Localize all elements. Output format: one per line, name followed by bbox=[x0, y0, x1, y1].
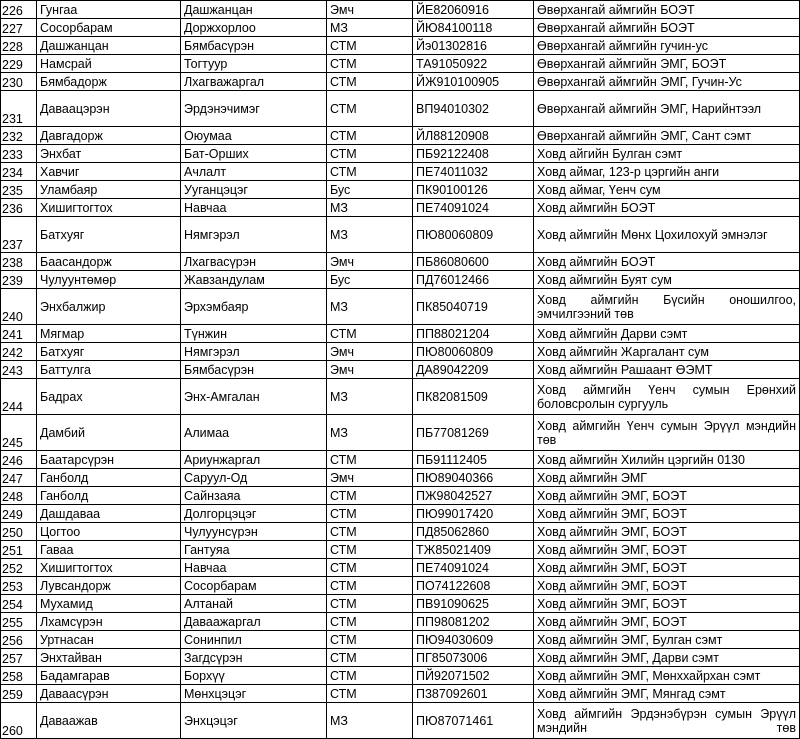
organization-cell: Ховд айгийн Булган сэмт bbox=[534, 145, 800, 163]
position-cell: СТМ bbox=[327, 127, 413, 145]
surname-cell: Бямбадорж bbox=[37, 73, 181, 91]
table-row bbox=[1, 415, 800, 451]
surname-cell: Уртнасан bbox=[37, 631, 181, 649]
row-number: 242 bbox=[1, 343, 37, 361]
given-name-cell: Оюумаа bbox=[181, 127, 327, 145]
row-number: 237 bbox=[1, 217, 37, 253]
given-name-cell: Эрдэнэчимэг bbox=[181, 91, 327, 127]
table-row bbox=[1, 685, 800, 703]
table-row bbox=[1, 703, 800, 739]
surname-cell: Мухамид bbox=[37, 595, 181, 613]
position-cell: МЗ bbox=[327, 19, 413, 37]
row-number: 243 bbox=[1, 361, 37, 379]
row-number: 246 bbox=[1, 451, 37, 469]
position-cell: СТМ bbox=[327, 73, 413, 91]
register-id-cell: ВП94010302 bbox=[413, 91, 534, 127]
table-row bbox=[1, 361, 800, 379]
position-cell: СТМ bbox=[327, 487, 413, 505]
surname-cell: Чулуунтөмөр bbox=[37, 271, 181, 289]
position-cell: СТМ bbox=[327, 37, 413, 55]
register-id-cell: ПЙ92071502 bbox=[413, 667, 534, 685]
row-number: 249 bbox=[1, 505, 37, 523]
given-name-cell: Эрхэмбаяр bbox=[181, 289, 327, 325]
table-row bbox=[1, 91, 800, 127]
row-number: 231 bbox=[1, 91, 37, 127]
table-row bbox=[1, 469, 800, 487]
organization-cell: Ховд аймаг, 123-р цэргийн анги bbox=[534, 163, 800, 181]
row-number: 226 bbox=[1, 1, 37, 19]
table-row bbox=[1, 559, 800, 577]
row-number: 247 bbox=[1, 469, 37, 487]
row-number: 229 bbox=[1, 55, 37, 73]
position-cell: МЗ bbox=[327, 217, 413, 253]
given-name-cell: Гантуяа bbox=[181, 541, 327, 559]
position-cell: Бус bbox=[327, 271, 413, 289]
organization-cell: Ховд аймгийн Дарви сэмт bbox=[534, 325, 800, 343]
surname-cell: Лувсандорж bbox=[37, 577, 181, 595]
position-cell: СТМ bbox=[327, 91, 413, 127]
table-row bbox=[1, 667, 800, 685]
given-name-cell: Нямгэрэл bbox=[181, 217, 327, 253]
position-cell: МЗ bbox=[327, 289, 413, 325]
register-id-cell: ЙЕ82060916 bbox=[413, 1, 534, 19]
given-name-cell: Чулуунсүрэн bbox=[181, 523, 327, 541]
row-number: 233 bbox=[1, 145, 37, 163]
surname-cell: Энхтайван bbox=[37, 649, 181, 667]
given-name-cell: Түнжин bbox=[181, 325, 327, 343]
table-row bbox=[1, 343, 800, 361]
organization-cell: Ховд аймгийн Жаргалант сум bbox=[534, 343, 800, 361]
surname-cell: Батхуяг bbox=[37, 343, 181, 361]
table-row bbox=[1, 631, 800, 649]
register-id-cell: ЙЛ88120908 bbox=[413, 127, 534, 145]
register-id-cell: ПЖ98042527 bbox=[413, 487, 534, 505]
organization-cell: Ховд аймгийн БОЭТ bbox=[534, 199, 800, 217]
given-name-cell: Даваажаргал bbox=[181, 613, 327, 631]
row-number: 258 bbox=[1, 667, 37, 685]
row-number: 255 bbox=[1, 613, 37, 631]
register-id-cell: ПБ77081269 bbox=[413, 415, 534, 451]
position-cell: СТМ bbox=[327, 523, 413, 541]
table-row bbox=[1, 217, 800, 253]
row-number: 248 bbox=[1, 487, 37, 505]
table-row bbox=[1, 145, 800, 163]
given-name-cell: Навчаа bbox=[181, 199, 327, 217]
given-name-cell: Ууганцэцэг bbox=[181, 181, 327, 199]
register-id-cell: ЙЮ84100118 bbox=[413, 19, 534, 37]
surname-cell: Лхамсүрэн bbox=[37, 613, 181, 631]
row-number: 253 bbox=[1, 577, 37, 595]
given-name-cell: Сайнзаяа bbox=[181, 487, 327, 505]
surname-cell: Цогтоо bbox=[37, 523, 181, 541]
table-row bbox=[1, 271, 800, 289]
table-row bbox=[1, 505, 800, 523]
table-row bbox=[1, 181, 800, 199]
row-number: 251 bbox=[1, 541, 37, 559]
table-row bbox=[1, 541, 800, 559]
surname-cell: Ганболд bbox=[37, 469, 181, 487]
row-number: 259 bbox=[1, 685, 37, 703]
register-id-cell: ЙЖ910100905 bbox=[413, 73, 534, 91]
organization-cell: Ховд аймгийн Үенч сумын Ерөнхий боловсролын сургууль bbox=[534, 379, 800, 415]
organization-cell: Ховд аймаг, Үенч сум bbox=[534, 181, 800, 199]
position-cell: Бус bbox=[327, 181, 413, 199]
row-number: 250 bbox=[1, 523, 37, 541]
table-row bbox=[1, 289, 800, 325]
surname-cell: Даваажав bbox=[37, 703, 181, 739]
position-cell: Эмч bbox=[327, 253, 413, 271]
row-number: 239 bbox=[1, 271, 37, 289]
given-name-cell: Алимаа bbox=[181, 415, 327, 451]
organization-cell: Өвөрхангай аймгийн БОЭТ bbox=[534, 19, 800, 37]
organization-cell: Өвөрхангай аймгийн БОЭТ bbox=[534, 1, 800, 19]
row-number: 230 bbox=[1, 73, 37, 91]
row-number: 235 bbox=[1, 181, 37, 199]
position-cell: СТМ bbox=[327, 559, 413, 577]
position-cell: МЗ bbox=[327, 199, 413, 217]
surname-cell: Давгадорж bbox=[37, 127, 181, 145]
table-row bbox=[1, 379, 800, 415]
organization-cell: Ховд аймгийн Мөнх Цохилохуй эмнэлэг bbox=[534, 217, 800, 253]
given-name-cell: Тогтуур bbox=[181, 55, 327, 73]
register-id-cell: ПК85040719 bbox=[413, 289, 534, 325]
position-cell: СТМ bbox=[327, 145, 413, 163]
given-name-cell: Саруул-Од bbox=[181, 469, 327, 487]
register-id-cell: ПЮ87071461 bbox=[413, 703, 534, 739]
given-name-cell: Энх-Амгалан bbox=[181, 379, 327, 415]
register-id-cell: ПВ91090625 bbox=[413, 595, 534, 613]
organization-cell: Өвөрхангай аймгийн ЭМГ, Нарийнтээл bbox=[534, 91, 800, 127]
position-cell: Эмч bbox=[327, 469, 413, 487]
table-row bbox=[1, 199, 800, 217]
position-cell: СТМ bbox=[327, 649, 413, 667]
given-name-cell: Загдсүрэн bbox=[181, 649, 327, 667]
organization-cell: Ховд аймгийн ЭМГ bbox=[534, 469, 800, 487]
table-row bbox=[1, 487, 800, 505]
table-row bbox=[1, 163, 800, 181]
organization-cell: Ховд аймгийн Рашаант ӨЭМТ bbox=[534, 361, 800, 379]
position-cell: СТМ bbox=[327, 163, 413, 181]
organization-cell: Ховд аймгийн ЭМГ, БОЭТ bbox=[534, 559, 800, 577]
organization-cell: Ховд аймгийн ЭМГ, БОЭТ bbox=[534, 487, 800, 505]
organization-cell: Ховд аймгийн БОЭТ bbox=[534, 253, 800, 271]
position-cell: СТМ bbox=[327, 685, 413, 703]
position-cell: СТМ bbox=[327, 325, 413, 343]
given-name-cell: Доржхорлоо bbox=[181, 19, 327, 37]
surname-cell: Гаваа bbox=[37, 541, 181, 559]
register-id-cell: ПБ86080600 bbox=[413, 253, 534, 271]
surname-cell: Баасандорж bbox=[37, 253, 181, 271]
position-cell: СТМ bbox=[327, 577, 413, 595]
surname-cell: Дашдаваа bbox=[37, 505, 181, 523]
surname-cell: Хишигтогтох bbox=[37, 559, 181, 577]
given-name-cell: Навчаа bbox=[181, 559, 327, 577]
surname-cell: Даваацэрэн bbox=[37, 91, 181, 127]
surname-cell: Баттулга bbox=[37, 361, 181, 379]
registry-table-body bbox=[1, 1, 800, 739]
position-cell: СТМ bbox=[327, 451, 413, 469]
table-row bbox=[1, 595, 800, 613]
register-id-cell: ПЮ99017420 bbox=[413, 505, 534, 523]
register-id-cell: П387092601 bbox=[413, 685, 534, 703]
surname-cell: Мягмар bbox=[37, 325, 181, 343]
surname-cell: Бадрах bbox=[37, 379, 181, 415]
table-row bbox=[1, 577, 800, 595]
surname-cell: Даваасүрэн bbox=[37, 685, 181, 703]
organization-cell: Ховд аймгийн Бүсийн оношилгоо, эмчилгээний төв bbox=[534, 289, 800, 325]
position-cell: Эмч bbox=[327, 361, 413, 379]
register-id-cell: ТЖ85021409 bbox=[413, 541, 534, 559]
organization-cell: Ховд аймгийн Хилийн цэргийн 0130 bbox=[534, 451, 800, 469]
given-name-cell: Борхүү bbox=[181, 667, 327, 685]
organization-cell: Өвөрхангай аймгийн ЭМГ, Сант сэмт bbox=[534, 127, 800, 145]
organization-cell: Өвөрхангай аймгийн гучин-ус bbox=[534, 37, 800, 55]
position-cell: МЗ bbox=[327, 703, 413, 739]
organization-cell: Ховд аймгийн ЭМГ, БОЭТ bbox=[534, 595, 800, 613]
surname-cell: Намсрай bbox=[37, 55, 181, 73]
register-id-cell: ДА89042209 bbox=[413, 361, 534, 379]
surname-cell: Батхуяг bbox=[37, 217, 181, 253]
position-cell: СТМ bbox=[327, 631, 413, 649]
organization-cell: Ховд аймгийн ЭМГ, БОЭТ bbox=[534, 523, 800, 541]
given-name-cell: Сонинпил bbox=[181, 631, 327, 649]
organization-cell: Ховд аймгийн ЭМГ, БОЭТ bbox=[534, 577, 800, 595]
table-row bbox=[1, 523, 800, 541]
register-id-cell: ПГ85073006 bbox=[413, 649, 534, 667]
register-id-cell: ПД85062860 bbox=[413, 523, 534, 541]
row-number: 257 bbox=[1, 649, 37, 667]
position-cell: Эмч bbox=[327, 343, 413, 361]
organization-cell: Ховд аймгийн ЭМГ, Мөнххайрхан сэмт bbox=[534, 667, 800, 685]
organization-cell: Өвөрхангай аймгийн ЭМГ, Гучин-Ус bbox=[534, 73, 800, 91]
position-cell: СТМ bbox=[327, 595, 413, 613]
row-number: 245 bbox=[1, 415, 37, 451]
row-number: 238 bbox=[1, 253, 37, 271]
position-cell: СТМ bbox=[327, 667, 413, 685]
row-number: 256 bbox=[1, 631, 37, 649]
row-number: 234 bbox=[1, 163, 37, 181]
surname-cell: Хавчиг bbox=[37, 163, 181, 181]
organization-cell: Ховд аймгийн Эрдэнэбүрэн сумын Эрүүл мэндийн төв bbox=[534, 703, 800, 739]
surname-cell: Ганболд bbox=[37, 487, 181, 505]
organization-cell: Ховд аймгийн ЭМГ, Дарви сэмт bbox=[534, 649, 800, 667]
given-name-cell: Лхагвасүрэн bbox=[181, 253, 327, 271]
table-row bbox=[1, 325, 800, 343]
given-name-cell: Нямгэрэл bbox=[181, 343, 327, 361]
organization-cell: Ховд аймгийн ЭМГ, БОЭТ bbox=[534, 505, 800, 523]
register-id-cell: ПБ91112405 bbox=[413, 451, 534, 469]
register-id-cell: Йэ01302816 bbox=[413, 37, 534, 55]
row-number: 260 bbox=[1, 703, 37, 739]
surname-cell: Бадамгарав bbox=[37, 667, 181, 685]
given-name-cell: Долгорцэцэг bbox=[181, 505, 327, 523]
register-id-cell: ПЮ89040366 bbox=[413, 469, 534, 487]
given-name-cell: Бямбасүрэн bbox=[181, 37, 327, 55]
register-id-cell: ПЕ74091024 bbox=[413, 199, 534, 217]
register-id-cell: ПП98081202 bbox=[413, 613, 534, 631]
organization-cell: Ховд аймгийн ЭМГ, БОЭТ bbox=[534, 613, 800, 631]
surname-cell: Сосорбарам bbox=[37, 19, 181, 37]
given-name-cell: Сосорбарам bbox=[181, 577, 327, 595]
given-name-cell: Ачлалт bbox=[181, 163, 327, 181]
position-cell: СТМ bbox=[327, 55, 413, 73]
register-id-cell: ПК82081509 bbox=[413, 379, 534, 415]
table-row bbox=[1, 19, 800, 37]
register-id-cell: ПЮ80060809 bbox=[413, 217, 534, 253]
position-cell: Эмч bbox=[327, 1, 413, 19]
row-number: 228 bbox=[1, 37, 37, 55]
register-id-cell: ПД76012466 bbox=[413, 271, 534, 289]
register-id-cell: ПБ92122408 bbox=[413, 145, 534, 163]
position-cell: СТМ bbox=[327, 613, 413, 631]
row-number: 244 bbox=[1, 379, 37, 415]
surname-cell: Энхбалжир bbox=[37, 289, 181, 325]
row-number: 240 bbox=[1, 289, 37, 325]
surname-cell: Дамбий bbox=[37, 415, 181, 451]
surname-cell: Уламбаяр bbox=[37, 181, 181, 199]
position-cell: МЗ bbox=[327, 379, 413, 415]
given-name-cell: Ариунжаргал bbox=[181, 451, 327, 469]
organization-cell: Ховд аймгийн ЭМГ, Булган сэмт bbox=[534, 631, 800, 649]
surname-cell: Энхбат bbox=[37, 145, 181, 163]
position-cell: МЗ bbox=[327, 415, 413, 451]
organization-cell: Ховд аймгийн Буят сум bbox=[534, 271, 800, 289]
register-id-cell: ПЕ74091024 bbox=[413, 559, 534, 577]
register-id-cell: ПЕ74011032 bbox=[413, 163, 534, 181]
row-number: 254 bbox=[1, 595, 37, 613]
register-id-cell: ПЮ80060809 bbox=[413, 343, 534, 361]
table-row bbox=[1, 127, 800, 145]
table-row bbox=[1, 253, 800, 271]
row-number: 236 bbox=[1, 199, 37, 217]
position-cell: СТМ bbox=[327, 541, 413, 559]
table-row bbox=[1, 613, 800, 631]
given-name-cell: Энхцэцэг bbox=[181, 703, 327, 739]
given-name-cell: Бат-Орших bbox=[181, 145, 327, 163]
table-row bbox=[1, 55, 800, 73]
surname-cell: Гунгаа bbox=[37, 1, 181, 19]
register-id-cell: ПЮ94030609 bbox=[413, 631, 534, 649]
table-row bbox=[1, 451, 800, 469]
row-number: 241 bbox=[1, 325, 37, 343]
table-row bbox=[1, 1, 800, 19]
given-name-cell: Жавзандулам bbox=[181, 271, 327, 289]
row-number: 252 bbox=[1, 559, 37, 577]
register-id-cell: ТА91050922 bbox=[413, 55, 534, 73]
row-number: 227 bbox=[1, 19, 37, 37]
organization-cell: Өвөрхангай аймгийн ЭМГ, БОЭТ bbox=[534, 55, 800, 73]
organization-cell: Ховд аймгийн ЭМГ, Мянгад сэмт bbox=[534, 685, 800, 703]
organization-cell: Ховд аймгийн ЭМГ, БОЭТ bbox=[534, 541, 800, 559]
table-row bbox=[1, 73, 800, 91]
register-id-cell: ПП88021204 bbox=[413, 325, 534, 343]
surname-cell: Хишигтогтох bbox=[37, 199, 181, 217]
organization-cell: Ховд аймгийн Үенч сумын Эрүүл мэндийн төв bbox=[534, 415, 800, 451]
surname-cell: Дашжанцан bbox=[37, 37, 181, 55]
given-name-cell: Лхагважаргал bbox=[181, 73, 327, 91]
table-row bbox=[1, 37, 800, 55]
table-row bbox=[1, 649, 800, 667]
given-name-cell: Алтанай bbox=[181, 595, 327, 613]
given-name-cell: Дашжанцан bbox=[181, 1, 327, 19]
register-id-cell: ПО74122608 bbox=[413, 577, 534, 595]
position-cell: СТМ bbox=[327, 505, 413, 523]
given-name-cell: Мөнхцэцэг bbox=[181, 685, 327, 703]
given-name-cell: Бямбасүрэн bbox=[181, 361, 327, 379]
register-id-cell: ПК90100126 bbox=[413, 181, 534, 199]
row-number: 232 bbox=[1, 127, 37, 145]
surname-cell: Баатарсүрэн bbox=[37, 451, 181, 469]
